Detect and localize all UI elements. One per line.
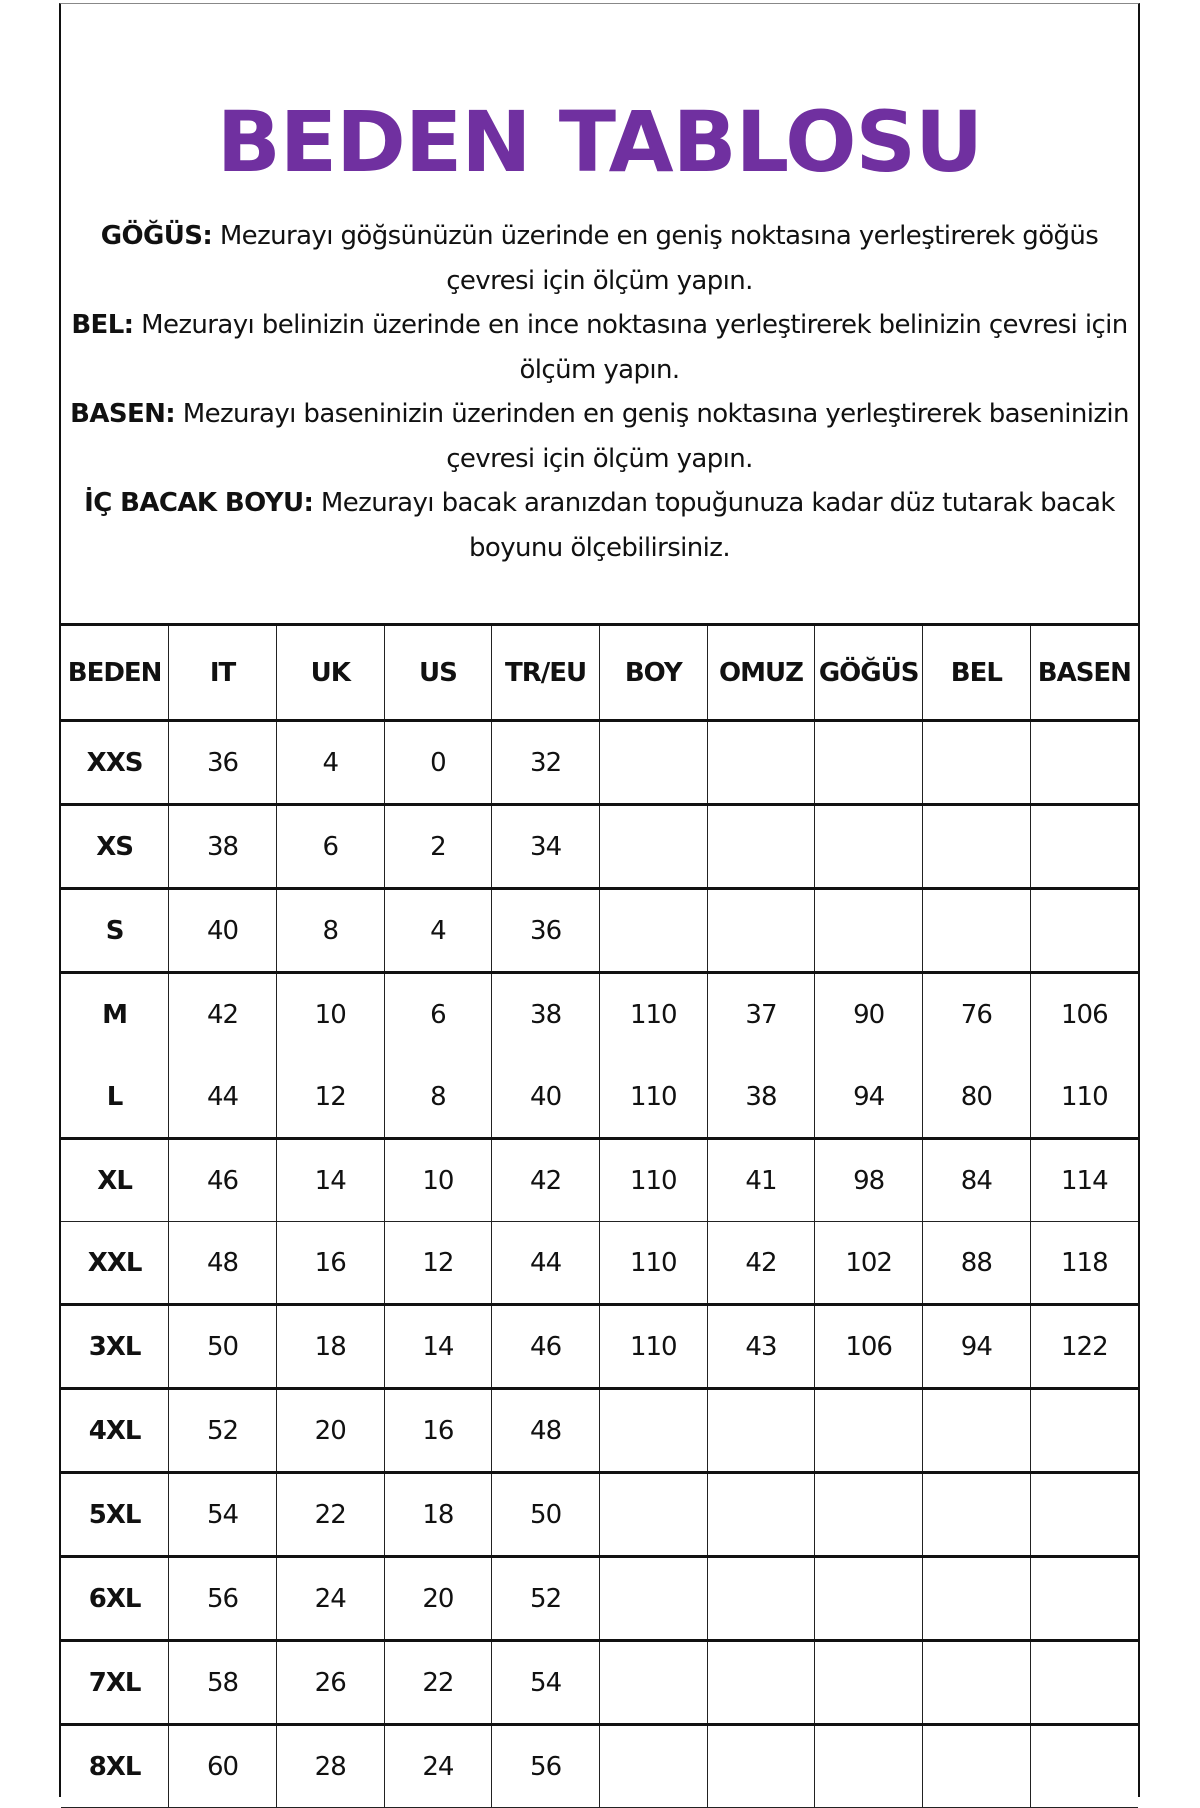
table-cell: 43 (707, 1305, 815, 1389)
table-row (61, 1222, 1138, 1305)
table-cell: 52 (169, 1389, 277, 1473)
table-cell: 102 (815, 1222, 923, 1305)
table-cell: 38 (492, 973, 600, 1056)
size-table-body (61, 721, 1138, 1808)
size-label-cell: S (61, 889, 169, 973)
table-cell: 56 (492, 1725, 600, 1808)
header-uk: UK (276, 626, 384, 721)
table-cell (815, 721, 923, 805)
table-cell: 28 (276, 1725, 384, 1808)
instruction-text: Mezurayı bacak aranızdan topuğunuza kadar düz tutarak bacak boyunu ölçebilirsiniz. (313, 488, 1115, 563)
table-cell (599, 805, 707, 889)
size-table (61, 626, 1138, 1808)
table-cell (923, 1389, 1031, 1473)
table-cell (923, 1557, 1031, 1641)
table-row (61, 721, 1138, 805)
table-row (61, 1389, 1138, 1473)
instruction-chest (61, 214, 1138, 303)
header-us: US (384, 626, 492, 721)
table-cell: 40 (169, 889, 277, 973)
table-cell: 10 (384, 1139, 492, 1222)
table-cell (815, 1725, 923, 1808)
size-label-cell: 4XL (61, 1389, 169, 1473)
table-cell: 122 (1030, 1305, 1138, 1389)
table-cell (707, 1725, 815, 1808)
table-cell: 26 (276, 1641, 384, 1725)
table-cell: 110 (599, 1139, 707, 1222)
table-cell: 24 (384, 1725, 492, 1808)
table-cell: 50 (169, 1305, 277, 1389)
table-cell: 12 (384, 1222, 492, 1305)
instruction-label: BEL: (71, 310, 134, 340)
table-cell: 8 (384, 1056, 492, 1139)
table-cell (707, 889, 815, 973)
table-cell: 114 (1030, 1139, 1138, 1222)
table-cell (1030, 1389, 1138, 1473)
size-label-cell: XXL (61, 1222, 169, 1305)
table-cell: 110 (599, 1305, 707, 1389)
table-cell (1030, 1641, 1138, 1725)
table-cell: 6 (276, 805, 384, 889)
table-cell: 42 (492, 1139, 600, 1222)
size-label-cell: 8XL (61, 1725, 169, 1808)
table-cell: 32 (492, 721, 600, 805)
chart-header (61, 4, 1138, 626)
table-cell (815, 805, 923, 889)
table-cell (707, 1389, 815, 1473)
table-cell: 38 (169, 805, 277, 889)
table-cell (599, 1725, 707, 1808)
table-cell: 4 (276, 721, 384, 805)
table-cell: 94 (815, 1056, 923, 1139)
header-bel: BEL (923, 626, 1031, 721)
table-row (61, 1139, 1138, 1222)
size-label-cell: 5XL (61, 1473, 169, 1557)
size-label-cell: XL (61, 1139, 169, 1222)
table-cell: 42 (169, 973, 277, 1056)
table-cell (707, 1473, 815, 1557)
table-cell: 44 (492, 1222, 600, 1305)
table-cell (599, 1473, 707, 1557)
measurement-instructions (61, 214, 1138, 570)
table-cell: 16 (384, 1389, 492, 1473)
table-cell: 56 (169, 1557, 277, 1641)
table-cell: 48 (492, 1389, 600, 1473)
table-cell: 38 (707, 1056, 815, 1139)
table-cell: 76 (923, 973, 1031, 1056)
table-cell: 106 (1030, 973, 1138, 1056)
table-cell: 0 (384, 721, 492, 805)
size-label-cell: 7XL (61, 1641, 169, 1725)
table-cell (599, 889, 707, 973)
table-cell: 41 (707, 1139, 815, 1222)
size-label-cell: 6XL (61, 1557, 169, 1641)
table-cell (923, 889, 1031, 973)
table-cell (815, 1473, 923, 1557)
table-header-row (61, 626, 1138, 721)
table-cell (923, 1641, 1031, 1725)
table-cell: 22 (276, 1473, 384, 1557)
table-cell: 24 (276, 1557, 384, 1641)
table-cell (815, 889, 923, 973)
size-label-cell: M (61, 973, 169, 1056)
table-cell: 44 (169, 1056, 277, 1139)
table-cell (1030, 1725, 1138, 1808)
table-cell: 18 (384, 1473, 492, 1557)
table-row (61, 1473, 1138, 1557)
table-cell: 20 (276, 1389, 384, 1473)
table-cell: 50 (492, 1473, 600, 1557)
table-cell: 22 (384, 1641, 492, 1725)
table-cell (923, 805, 1031, 889)
table-cell: 12 (276, 1056, 384, 1139)
table-cell: 34 (492, 805, 600, 889)
table-cell: 110 (599, 1056, 707, 1139)
table-cell: 2 (384, 805, 492, 889)
table-cell: 94 (923, 1305, 1031, 1389)
table-row (61, 889, 1138, 973)
table-cell (815, 1389, 923, 1473)
table-row (61, 1557, 1138, 1641)
instruction-label: İÇ BACAK BOYU: (84, 488, 314, 518)
instruction-label: GÖĞÜS: (100, 221, 213, 251)
table-cell: 118 (1030, 1222, 1138, 1305)
table-cell: 88 (923, 1222, 1031, 1305)
table-row (61, 805, 1138, 889)
table-cell: 48 (169, 1222, 277, 1305)
table-cell: 14 (276, 1139, 384, 1222)
table-cell: 40 (492, 1056, 600, 1139)
table-cell: 58 (169, 1641, 277, 1725)
chart-title: BEDEN TABLOSU (216, 93, 983, 191)
table-cell: 84 (923, 1139, 1031, 1222)
table-cell: 46 (169, 1139, 277, 1222)
table-cell (923, 721, 1031, 805)
size-label-cell: 3XL (61, 1305, 169, 1389)
table-cell (707, 805, 815, 889)
table-cell (707, 1641, 815, 1725)
table-cell: 8 (276, 889, 384, 973)
table-cell (1030, 1473, 1138, 1557)
size-label-cell: XXS (61, 721, 169, 805)
table-cell (1030, 1557, 1138, 1641)
table-cell (599, 1557, 707, 1641)
table-cell: 16 (276, 1222, 384, 1305)
table-row (61, 1641, 1138, 1725)
table-cell: 10 (276, 973, 384, 1056)
header-tr-eu: TR/EU (492, 626, 600, 721)
table-cell: 90 (815, 973, 923, 1056)
table-cell: 60 (169, 1725, 277, 1808)
instruction-text: Mezurayı göğsünüzün üzerinde en geniş noktasına yerleştirerek göğüs çevresi için ölçüm yapın. (212, 221, 1099, 296)
table-row (61, 973, 1138, 1056)
table-cell: 18 (276, 1305, 384, 1389)
table-cell (1030, 721, 1138, 805)
table-cell: 110 (599, 973, 707, 1056)
header-omuz: OMUZ (707, 626, 815, 721)
instruction-inseam (61, 481, 1138, 570)
header-basen: BASEN (1030, 626, 1138, 721)
size-chart (59, 3, 1140, 1797)
table-cell: 110 (1030, 1056, 1138, 1139)
table-cell: 36 (169, 721, 277, 805)
table-cell (815, 1557, 923, 1641)
table-row (61, 1725, 1138, 1808)
table-cell: 52 (492, 1557, 600, 1641)
table-row (61, 1305, 1138, 1389)
header-it: IT (169, 626, 277, 721)
table-cell: 6 (384, 973, 492, 1056)
table-cell: 80 (923, 1056, 1031, 1139)
instruction-hip (61, 392, 1138, 481)
size-label-cell: XS (61, 805, 169, 889)
table-cell (599, 721, 707, 805)
header-beden: BEDEN (61, 626, 169, 721)
table-cell (599, 1389, 707, 1473)
table-cell (599, 1641, 707, 1725)
table-cell: 14 (384, 1305, 492, 1389)
header-boy: BOY (599, 626, 707, 721)
table-cell: 46 (492, 1305, 600, 1389)
table-cell (815, 1641, 923, 1725)
table-cell (707, 721, 815, 805)
table-cell (707, 1557, 815, 1641)
table-cell (1030, 889, 1138, 973)
table-row (61, 1056, 1138, 1139)
instruction-text: Mezurayı baseninizin üzerinden en geniş noktasına yerleştirerek baseninizin çevresi için ölçüm yapın. (175, 399, 1129, 474)
table-cell: 4 (384, 889, 492, 973)
table-cell (1030, 805, 1138, 889)
instruction-label: BASEN: (70, 399, 176, 429)
table-cell (923, 1473, 1031, 1557)
table-cell: 54 (169, 1473, 277, 1557)
table-cell: 110 (599, 1222, 707, 1305)
table-cell: 37 (707, 973, 815, 1056)
size-label-cell: L (61, 1056, 169, 1139)
table-cell: 98 (815, 1139, 923, 1222)
header-gogus: GÖĞÜS (815, 626, 923, 721)
table-cell: 42 (707, 1222, 815, 1305)
table-cell: 36 (492, 889, 600, 973)
table-cell (923, 1725, 1031, 1808)
table-cell: 106 (815, 1305, 923, 1389)
table-cell: 20 (384, 1557, 492, 1641)
table-cell: 54 (492, 1641, 600, 1725)
instruction-waist (61, 303, 1138, 392)
instruction-text: Mezurayı belinizin üzerinde en ince noktasına yerleştirerek belinizin çevresi için ölçüm yapın. (133, 310, 1128, 385)
